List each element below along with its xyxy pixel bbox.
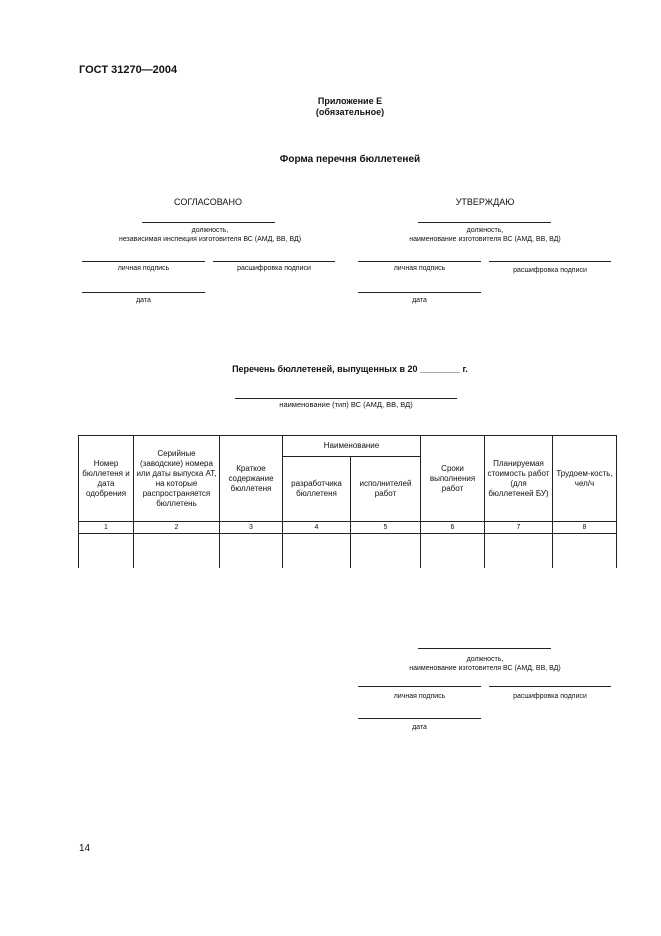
footer-date-caption: дата <box>412 724 427 731</box>
col-number-4: 4 <box>283 522 351 534</box>
page-number: 14 <box>79 843 91 854</box>
table-empty-cell <box>485 534 553 569</box>
footer-position-caption-line2: наименование изготовителя ВС (АМД, ВВ, ВД) <box>409 665 561 672</box>
agreed-decoding-line <box>213 261 335 262</box>
col-number-5: 5 <box>351 522 421 534</box>
agreed-position-caption <box>80 226 340 244</box>
col-number-6: 6 <box>421 522 485 534</box>
table-empty-cell <box>220 534 283 569</box>
footer-decoding-caption: расшифровка подписи <box>513 693 587 700</box>
table-empty-cell <box>134 534 220 569</box>
agreed-heading: СОГЛАСОВАНО <box>174 197 242 207</box>
approve-decoding-line <box>489 261 611 262</box>
approve-signature-line <box>358 261 481 262</box>
approve-signature-caption: личная подпись <box>393 265 446 272</box>
col-serial-numbers: Серийные (заводские) номера или даты выпуска АТ, на которые распространяется бюллетень <box>134 436 220 522</box>
agreed-decoding-caption: расшифровка подписи <box>237 265 311 272</box>
approve-position-caption <box>355 226 615 244</box>
footer-signature-line <box>358 686 481 687</box>
col-planned-cost: Планируемая стоимость работ (для бюллетеней БУ) <box>485 436 553 522</box>
agreed-date-caption: дата <box>136 297 151 304</box>
col-number-8: 8 <box>553 522 617 534</box>
col-number-1: 1 <box>79 522 134 534</box>
col-deadlines: Сроки выполнения работ <box>421 436 485 522</box>
agreed-position-caption-line1: должность, <box>191 227 229 234</box>
col-summary: Краткое содержание бюллетеня <box>220 436 283 522</box>
aircraft-type-caption: наименование (тип) ВС (АМД, ВВ, ВД) <box>279 400 413 409</box>
footer-decoding-line <box>489 686 611 687</box>
table-empty-cell <box>79 534 134 569</box>
table-empty-cell <box>351 534 421 569</box>
agreed-position-caption-line2: независимая инспекция изготовителя ВС (АМД, ВВ, ВД) <box>118 236 302 243</box>
agreed-position-line <box>142 222 275 223</box>
form-title: Форма перечня бюллетеней <box>279 154 421 165</box>
annex-heading <box>280 96 420 118</box>
footer-signature-caption: личная подпись <box>393 693 446 700</box>
col-group-name: Наименование <box>283 436 421 457</box>
footer-position-line <box>418 648 551 649</box>
table-empty-cell <box>283 534 351 569</box>
aircraft-type-line <box>235 398 457 399</box>
list-title: Перечень бюллетеней, выпущенных в 20 ________ г. <box>232 364 468 374</box>
col-number-7: 7 <box>485 522 553 534</box>
approve-date-caption: дата <box>412 297 427 304</box>
table-empty-cell <box>553 534 617 569</box>
approve-position-caption-line2: наименование изготовителя ВС (АМД, ВВ, ВД) <box>409 236 561 243</box>
footer-position-caption-line1: должность, <box>466 656 504 663</box>
footer-date-line <box>358 718 481 719</box>
footer-position-caption <box>355 655 615 673</box>
col-number-2: 2 <box>134 522 220 534</box>
annex-status: (обязательное) <box>315 107 385 117</box>
agreed-signature-caption: личная подпись <box>117 265 170 272</box>
bulletin-list-table <box>78 435 617 568</box>
annex-title: Приложение Е <box>317 96 383 106</box>
approve-date-line <box>358 292 481 293</box>
col-labor: Трудоем-кость, чел/ч <box>553 436 617 522</box>
col-developer: разработчика бюллетеня <box>283 457 351 522</box>
col-executors: исполнителей работ <box>351 457 421 522</box>
approve-position-caption-line1: должность, <box>466 227 504 234</box>
agreed-signature-line <box>82 261 205 262</box>
agreed-date-line <box>82 292 205 293</box>
standard-number: ГОСТ 31270—2004 <box>79 64 178 76</box>
approve-position-line <box>418 222 551 223</box>
table-empty-cell <box>421 534 485 569</box>
col-bulletin-number: Номер бюллетеня и дата одобрения <box>79 436 134 522</box>
col-number-3: 3 <box>220 522 283 534</box>
approve-heading: УТВЕРЖДАЮ <box>455 197 515 207</box>
approve-decoding-caption: расшифровка подписи <box>513 267 587 274</box>
